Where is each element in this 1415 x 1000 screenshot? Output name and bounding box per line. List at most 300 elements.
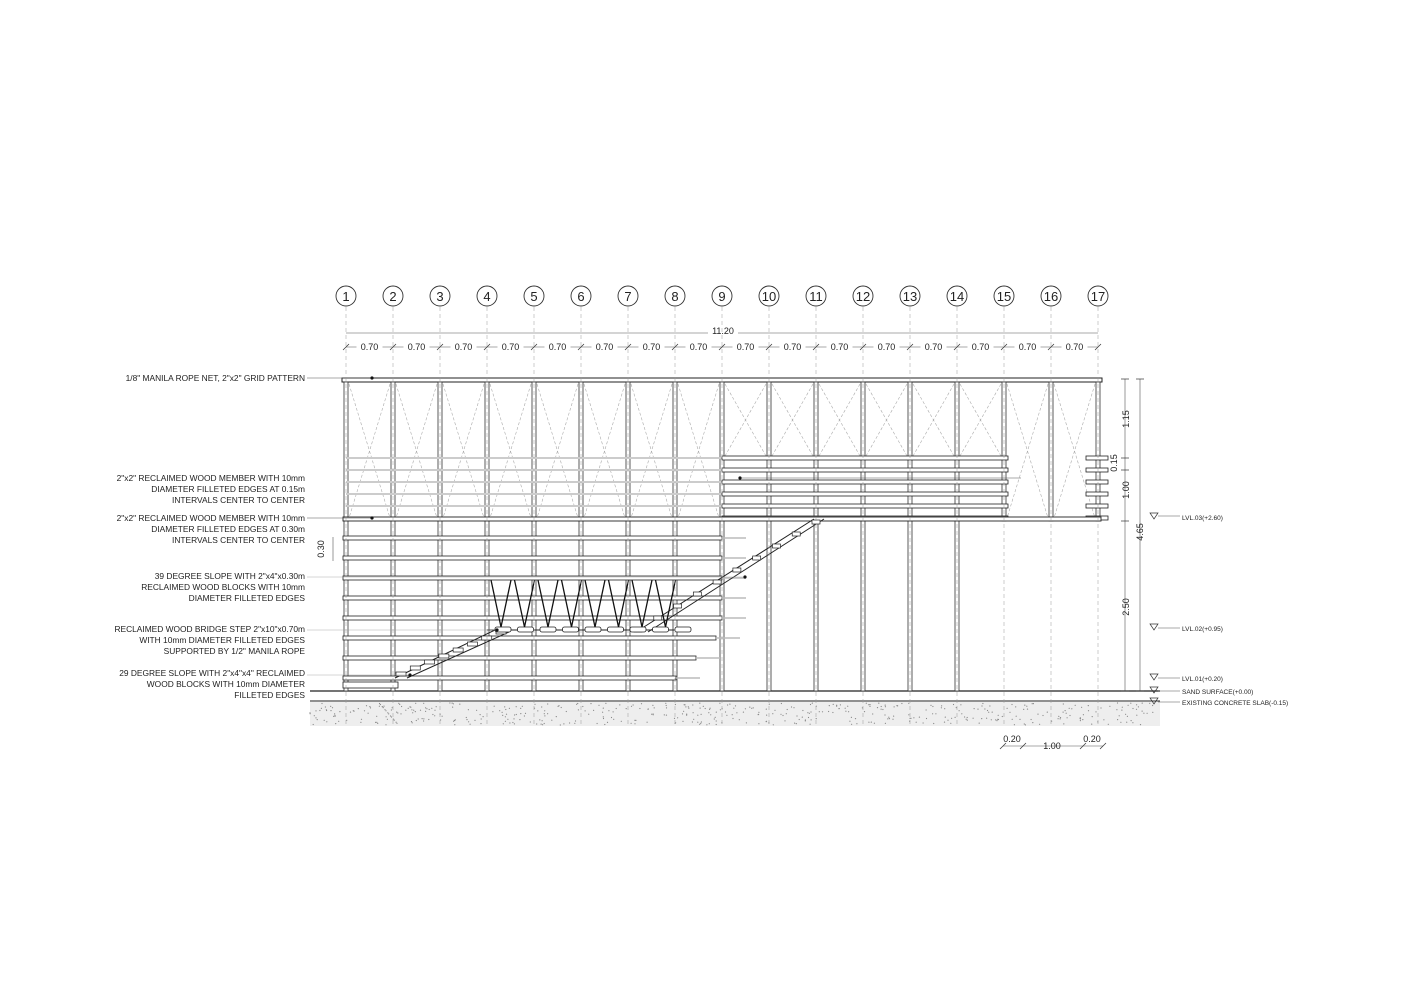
ground-speck — [1080, 720, 1081, 721]
ground-speck — [639, 708, 640, 709]
ground-speck — [613, 719, 614, 720]
ground-speck — [997, 719, 998, 720]
ground-speck — [716, 724, 717, 725]
ground-speck — [944, 708, 945, 709]
ground-speck — [607, 722, 608, 723]
note-member-030-line2: DIAMETER FILLETED EDGES AT 0.30m — [151, 524, 305, 534]
ground-speck — [603, 708, 604, 709]
ground-speck — [1060, 718, 1061, 719]
ground-speck — [314, 715, 315, 716]
ground-speck — [369, 706, 370, 707]
ground-speck — [1039, 724, 1040, 725]
ground-speck — [1136, 715, 1137, 716]
ground-speck — [705, 708, 706, 709]
ground-speck — [733, 708, 734, 709]
ground-speck — [1088, 705, 1089, 706]
ground-speck — [913, 717, 914, 718]
ground-speck — [394, 720, 395, 721]
ground-speck — [393, 719, 394, 720]
ground-speck — [719, 703, 720, 704]
ground-speck — [882, 709, 883, 710]
ground-speck — [977, 709, 978, 710]
ground-speck — [505, 721, 506, 722]
ground-speck — [415, 711, 416, 712]
level-label-sand: SAND SURFACE(+0.00) — [1182, 689, 1254, 696]
note-slope-29-line1: 29 DEGREE SLOPE WITH 2"x4"x4" RECLAIMED — [119, 668, 305, 678]
ground-speck — [360, 722, 361, 723]
ground-speck — [401, 706, 402, 707]
grid-label-7: 7 — [624, 289, 632, 304]
level-label-lvl03: LVL.03(+2.60) — [1182, 515, 1223, 522]
ground-speck — [916, 722, 917, 723]
ground-speck — [434, 710, 435, 711]
note-leader-dot — [370, 516, 373, 519]
ground-speck — [868, 704, 869, 705]
ground-speck — [1132, 708, 1133, 709]
bridge-step — [518, 627, 534, 632]
ground-speck — [941, 707, 942, 708]
ground-speck — [932, 713, 933, 714]
ground-speck — [539, 719, 540, 720]
ground-speck — [848, 711, 849, 712]
ground-speck — [1033, 703, 1034, 704]
ground-speck — [1016, 716, 1017, 717]
ground-speck — [603, 716, 604, 717]
ground-speck — [715, 717, 716, 718]
ground-speck — [878, 703, 879, 704]
ground-speck — [502, 715, 503, 716]
wood-member-stub — [1086, 492, 1108, 496]
ground-speck — [992, 712, 993, 713]
note-bridge-step-line3: SUPPORTED BY 1/2" MANILA ROPE — [163, 646, 305, 656]
ground-speck — [383, 707, 384, 708]
ground-speck — [697, 715, 698, 716]
ground-speck — [926, 718, 927, 719]
ground-speck — [885, 706, 886, 707]
ground-speck — [758, 723, 759, 724]
ground-speck — [1012, 719, 1013, 720]
ground-layer — [309, 691, 1160, 726]
ground-speck — [794, 723, 795, 724]
ground-speck — [710, 714, 711, 715]
ground-speck — [386, 716, 387, 717]
ground-speck — [512, 722, 513, 723]
ground-speck — [1100, 707, 1101, 708]
ground-speck — [335, 723, 336, 724]
ground-speck — [781, 703, 782, 704]
ground-speck — [1067, 717, 1068, 718]
ground-speck — [1131, 720, 1132, 721]
ground-speck — [1136, 709, 1137, 710]
ground-speck — [391, 716, 392, 717]
ground-speck — [1015, 706, 1016, 707]
ground-speck — [855, 718, 856, 719]
ground-speck — [685, 706, 686, 707]
ground-speck — [425, 707, 426, 708]
ground-speck — [727, 704, 728, 705]
ground-speck — [494, 706, 495, 707]
ground-speck — [544, 715, 545, 716]
ground-speck — [739, 719, 740, 720]
ground-speck — [502, 712, 503, 713]
note-slope-39-line2: RECLAIMED WOOD BLOCKS WITH 10mm — [141, 582, 305, 592]
ground-speck — [674, 718, 675, 719]
ground-speck — [455, 719, 456, 720]
ground-speck — [682, 713, 683, 714]
ground-speck — [887, 718, 888, 719]
levels-layer — [1150, 513, 1288, 707]
ground-speck — [449, 702, 450, 703]
ground-speck — [709, 723, 710, 724]
ground-speck — [901, 703, 902, 704]
note-slope-39-line1: 39 DEGREE SLOPE WITH 2"x4"x0.30m — [154, 571, 305, 581]
dim-bay-label: 0.70 — [877, 342, 896, 352]
ground-speck — [388, 713, 389, 714]
ground-speck — [1042, 715, 1043, 716]
ground-speck — [544, 723, 545, 724]
ground-speck — [1014, 724, 1015, 725]
ground-speck — [666, 707, 667, 708]
ground-speck — [422, 718, 423, 719]
ground-speck — [677, 717, 678, 718]
ground-speck — [420, 710, 421, 711]
ground-speck — [774, 710, 775, 711]
ground-speck — [692, 704, 693, 705]
ground-speck — [509, 722, 510, 723]
ground-speck — [1069, 708, 1070, 709]
ground-speck — [967, 717, 968, 718]
note-leader-dot — [370, 376, 373, 379]
bridge-step — [540, 627, 556, 632]
ground-speck — [909, 718, 910, 719]
ground-speck — [941, 705, 942, 706]
ground-speck — [509, 708, 510, 709]
ground-speck — [1081, 707, 1082, 708]
note-slope-29-line2: WOOD BLOCKS WITH 10mm DIAMETER — [146, 679, 305, 689]
ground-speck — [431, 708, 432, 709]
ground-speck — [597, 723, 598, 724]
dim-height-low: 2.50 — [1121, 598, 1131, 616]
ground-speck — [889, 718, 890, 719]
level-label-slab: EXISTING CONCRETE SLAB(-0.15) — [1182, 700, 1289, 707]
ground-speck — [675, 704, 676, 705]
ground-speck — [333, 716, 334, 717]
ground-speck — [1071, 708, 1072, 709]
ground-speck — [894, 706, 895, 707]
level-label-lvl02: LVL.02(+0.95) — [1182, 626, 1223, 633]
grid-label-10: 10 — [761, 289, 777, 304]
ground-speck — [688, 708, 689, 709]
ground-speck — [1152, 712, 1153, 713]
ground-speck — [558, 706, 559, 707]
ground-speck — [561, 707, 562, 708]
stair-block-39 — [733, 568, 741, 572]
ground-speck — [808, 717, 809, 718]
ground-speck — [379, 703, 380, 704]
wood-member-stub — [1086, 468, 1108, 472]
ground-speck — [981, 705, 982, 706]
ground-speck — [688, 706, 689, 707]
ground-speck — [864, 711, 865, 712]
ground-speck — [782, 715, 783, 716]
bridge-step — [608, 627, 624, 632]
ground-speck — [725, 711, 726, 712]
ground-speck — [812, 703, 813, 704]
ground-speck — [786, 713, 787, 714]
ground-speck — [525, 713, 526, 714]
ground-speck — [593, 710, 594, 711]
stair-block-39 — [654, 616, 662, 620]
ground-speck — [631, 723, 632, 724]
ground-speck — [384, 709, 385, 710]
ground-speck — [877, 707, 878, 708]
ground-speck — [1019, 719, 1020, 720]
ground-speck — [326, 710, 327, 711]
ground-speck — [884, 714, 885, 715]
ground-speck — [376, 716, 377, 717]
ground-speck — [574, 723, 575, 724]
ground-speck — [979, 723, 980, 724]
ground-speck — [476, 710, 477, 711]
note-leader-dot — [408, 673, 411, 676]
ground-speck — [807, 712, 808, 713]
ground-speck — [1011, 704, 1012, 705]
ground-speck — [519, 719, 520, 720]
ground-speck — [398, 703, 399, 704]
ground-speck — [1065, 710, 1066, 711]
ground-speck — [836, 706, 837, 707]
ground-speck — [1121, 710, 1122, 711]
ground-speck — [833, 704, 834, 705]
ground-speck — [474, 720, 475, 721]
ground-speck — [481, 718, 482, 719]
ground-speck — [819, 711, 820, 712]
ground-speck — [505, 709, 506, 710]
note-leader-dot — [738, 476, 741, 479]
ground-speck — [766, 709, 767, 710]
ground-speck — [466, 717, 467, 718]
ground-speck — [682, 721, 683, 722]
ground-speck — [1080, 718, 1081, 719]
ground-speck — [751, 708, 752, 709]
ground-speck — [387, 712, 388, 713]
ground-speck — [626, 708, 627, 709]
ground-speck — [693, 712, 694, 713]
ground-speck — [871, 722, 872, 723]
ground-speck — [1058, 718, 1059, 719]
dim-bay-label: 0.70 — [454, 342, 473, 352]
wood-member-030 — [343, 576, 722, 580]
ground-speck — [631, 706, 632, 707]
ground-speck — [1063, 723, 1064, 724]
wood-member-030 — [343, 636, 716, 640]
ground-speck — [358, 708, 359, 709]
ground-speck — [1130, 703, 1131, 704]
ground-speck — [492, 711, 493, 712]
stair-block-29 — [410, 666, 420, 670]
ground-speck — [315, 717, 316, 718]
ground-speck — [453, 703, 454, 704]
dim-bay-label: 0.70 — [501, 342, 520, 352]
ground-speck — [364, 710, 365, 711]
ground-speck — [480, 714, 481, 715]
ground-speck — [426, 708, 427, 709]
ground-speck — [334, 713, 335, 714]
ground-speck — [966, 719, 967, 720]
ground-speck — [648, 708, 649, 709]
ground-speck — [547, 713, 548, 714]
ground-speck — [956, 707, 957, 708]
ground-speck — [1152, 705, 1153, 706]
ground-speck — [309, 712, 310, 713]
level-marker-icon — [1150, 624, 1158, 630]
ground-speck — [602, 712, 603, 713]
ground-speck — [974, 708, 975, 709]
grid-label-4: 4 — [483, 289, 491, 304]
dim-bay-label: 0.70 — [830, 342, 849, 352]
stair-block-39 — [792, 532, 800, 536]
ground-speck — [1031, 719, 1032, 720]
ground-speck — [321, 708, 322, 709]
ground-speck — [1009, 712, 1010, 713]
ground-speck — [1117, 719, 1118, 720]
wood-member-015 — [722, 456, 1008, 460]
ground-speck — [459, 704, 460, 705]
bridge-step — [675, 627, 691, 632]
ground-speck — [753, 707, 754, 708]
ground-speck — [988, 712, 989, 713]
ground-speck — [634, 723, 635, 724]
ground-speck — [944, 722, 945, 723]
ground-speck — [1147, 713, 1148, 714]
note-member-015-line2: DIAMETER FILLETED EDGES AT 0.15m — [151, 484, 305, 494]
ground-speck — [387, 719, 388, 720]
ground-speck — [466, 719, 467, 720]
ground-speck — [868, 722, 869, 723]
ground-speck — [1103, 719, 1104, 720]
stair-block-39 — [772, 544, 780, 548]
dim-height-mid: 1.00 — [1121, 481, 1131, 499]
ground-speck — [982, 703, 983, 704]
ground-speck — [832, 712, 833, 713]
ground-speck — [684, 704, 685, 705]
ground-speck — [706, 724, 707, 725]
ground-speck — [530, 721, 531, 722]
note-leader-dot — [495, 628, 498, 631]
ground-speck — [380, 704, 381, 705]
ground-speck — [1023, 709, 1024, 710]
ground-speck — [366, 705, 367, 706]
ground-speck — [700, 708, 701, 709]
ground-speck — [996, 720, 997, 721]
dim-overall: 11.20 — [712, 326, 734, 336]
dim-spacing-030: 0.30 — [316, 540, 326, 558]
ground-speck — [787, 709, 788, 710]
ground-speck — [326, 721, 327, 722]
ground-speck — [397, 712, 398, 713]
ground-speck — [1109, 706, 1110, 707]
wood-member-015 — [722, 480, 1008, 484]
ground-speck — [666, 715, 667, 716]
ground-speck — [1058, 716, 1059, 717]
bridge-step — [653, 627, 669, 632]
ground-speck — [330, 706, 331, 707]
dimension-layer — [333, 333, 1144, 749]
ground-speck — [321, 703, 322, 704]
grid-label-12: 12 — [855, 289, 871, 304]
ground-speck — [578, 709, 579, 710]
ground-speck — [654, 707, 655, 708]
ground-speck — [383, 706, 384, 707]
ground-speck — [522, 706, 523, 707]
ground-speck — [736, 712, 737, 713]
ground-speck — [590, 703, 591, 704]
ground-speck — [745, 708, 746, 709]
dim-bottom-mid: 1.00 — [1043, 741, 1061, 751]
ground-speck — [423, 720, 424, 721]
ground-speck — [1149, 703, 1150, 704]
ground-speck — [506, 714, 507, 715]
ground-speck — [415, 703, 416, 704]
post — [1049, 382, 1053, 521]
ground-speck — [1063, 712, 1064, 713]
ground-speck — [893, 716, 894, 717]
ground-speck — [881, 709, 882, 710]
note-member-015-line3: INTERVALS CENTER TO CENTER — [172, 495, 305, 505]
ground-speck — [575, 720, 576, 721]
grid-label-11: 11 — [809, 289, 823, 304]
ground-speck — [1091, 724, 1092, 725]
ground-speck — [686, 715, 687, 716]
ground-speck — [483, 716, 484, 717]
level-marker-icon — [1150, 674, 1158, 680]
ground-speck — [845, 711, 846, 712]
ground-speck — [453, 721, 454, 722]
notes-layer — [114, 373, 305, 700]
ground-speck — [604, 724, 605, 725]
note-member-030-line3: INTERVALS CENTER TO CENTER — [172, 535, 305, 545]
dim-bay-label: 0.70 — [407, 342, 426, 352]
ground-speck — [566, 711, 567, 712]
ground-speck — [700, 723, 701, 724]
ground-speck — [1108, 724, 1109, 725]
ground-speck — [766, 715, 767, 716]
ground-speck — [945, 717, 946, 718]
ground-speck — [791, 706, 792, 707]
ground-speck — [507, 719, 508, 720]
ground-speck — [392, 707, 393, 708]
ground-speck — [504, 706, 505, 707]
ground-speck — [908, 703, 909, 704]
ground-speck — [799, 719, 800, 720]
ground-speck — [411, 721, 412, 722]
ground-speck — [616, 708, 617, 709]
ground-speck — [605, 703, 606, 704]
ground-speck — [769, 704, 770, 705]
ground-speck — [577, 703, 578, 704]
ground-speck — [665, 703, 666, 704]
ground-speck — [951, 718, 952, 719]
level-marker-icon — [1150, 513, 1158, 519]
ground-speck — [542, 720, 543, 721]
ground-speck — [758, 714, 759, 715]
ground-speck — [805, 720, 806, 721]
ground-speck — [412, 712, 413, 713]
grid-label-1: 1 — [342, 289, 350, 304]
ground-speck — [726, 715, 727, 716]
ground-speck — [330, 710, 331, 711]
ground-speck — [480, 723, 481, 724]
